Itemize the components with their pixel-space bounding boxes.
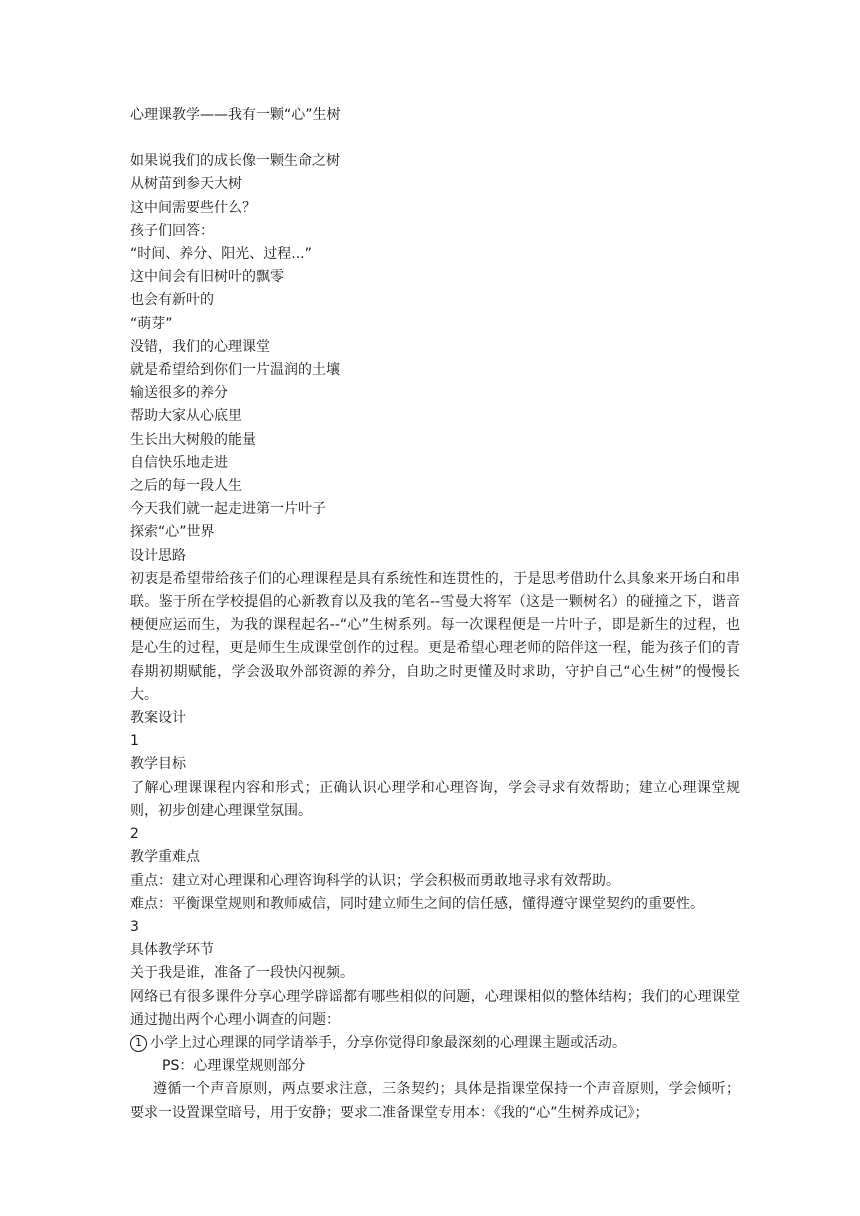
poem-line: “时间、养分、阳光、过程...” [130,246,312,263]
ps-note: PS：心理课堂规则部分 [162,1058,306,1075]
design-heading: 设计思路 [130,547,186,564]
poem-line: 今天我们就一起走进第一片叶子 [130,501,326,518]
poem-line: 输送很多的养分 [130,385,228,402]
difficult-point-paragraph: 难点：平衡课堂规则和教师威信，同时建立师生之间的信任感，懂得遵守课堂契约的重要性。 [130,895,704,912]
poem-line: 如果说我们的成长像一颗生命之树 [130,153,340,170]
step-paragraph: 网络已有很多课件分享心理学辟谣都有哪些相似的问题，心理课相似的整体结构；我们的心理课堂通过抛出两个心理小调查的问题： [130,988,740,1028]
circled-number-badge: 1 [130,1035,147,1052]
poem-line: 之后的每一段人生 [130,478,242,495]
key-heading: 教学重难点 [130,849,200,866]
section-number: 2 [130,826,139,843]
question-item [130,1032,740,1055]
poem-line: 这中间需要些什么？ [130,199,256,216]
design-paragraph: 初衷是希望带给孩子们的心理课程是具有系统性和连贯性的，于是思考借助什么具象来开场白和串联。鉴于所在学校提倡的心新教育以及我的笔名--雪曼大将军（这是一颗树名）的碰撞之下，谐音梗便应运而生，为我的课程起名--“心”生树系列。每一次课程便是一片叶子，即是新生的过程，也是心生的过程，更是师生生成课堂创作的过程。更是希望心理老师的陪伴这一程，能为孩子们的青春期初期赋能，学会汲取外部资源的养分，自助之时更懂及时求助，守护自己“心生树”的慢慢长大。 [130,570,740,703]
goal-heading: 教学目标 [130,756,186,773]
poem-line: 生长出大树般的能量 [130,431,256,448]
goal-paragraph: 了解心理课课程内容和形式；正确认识心理学和心理咨询，学会寻求有效帮助；建立心理课堂规则，初步创建心理课堂氛围。 [130,779,740,819]
poem-line: 孩子们回答： [130,222,214,239]
poem-line: 就是希望给到你们一片温润的土壤 [130,362,340,379]
poem-line: 自信快乐地走进 [130,454,228,471]
plan-heading: 教案设计 [130,710,186,727]
poem-line: 帮助大家从心底里 [130,408,242,425]
poem-line: “萌芽” [130,315,173,332]
poem-block [130,150,740,544]
step-intro: 关于我是谁，准备了一段快闪视频。 [130,965,354,982]
poem-line: 从树苗到参天大树 [130,176,242,193]
doc-title: 心理课教学——我有一颗“心”生树 [130,107,341,123]
poem-line: 没错，我们的心理课堂 [130,338,270,355]
poem-line: 这中间会有旧树叶的飘零 [130,269,284,286]
steps-heading: 具体教学环节 [130,942,214,959]
document-body [130,104,740,1125]
section-number: 1 [130,733,139,750]
rules-paragraph: 遵循一个声音原则，两点要求注意，三条契约；具体是指课堂保持一个声音原则，学会倾听；要求一设置课堂暗号，用于安静；要求二准备课堂专用本：《我的“心”生树养成记》； [130,1081,740,1121]
question-text: 小学上过心理课的同学请举手，分享你觉得印象最深刻的心理课主题或活动。 [150,1034,626,1051]
key-point-paragraph: 重点：建立对心理课和心理咨询科学的认识；学会积极而勇敢地寻求有效帮助。 [130,872,620,889]
poem-line: 探索“心”世界 [130,524,215,541]
section-number: 3 [130,918,139,935]
poem-line: 也会有新叶的 [130,292,214,309]
